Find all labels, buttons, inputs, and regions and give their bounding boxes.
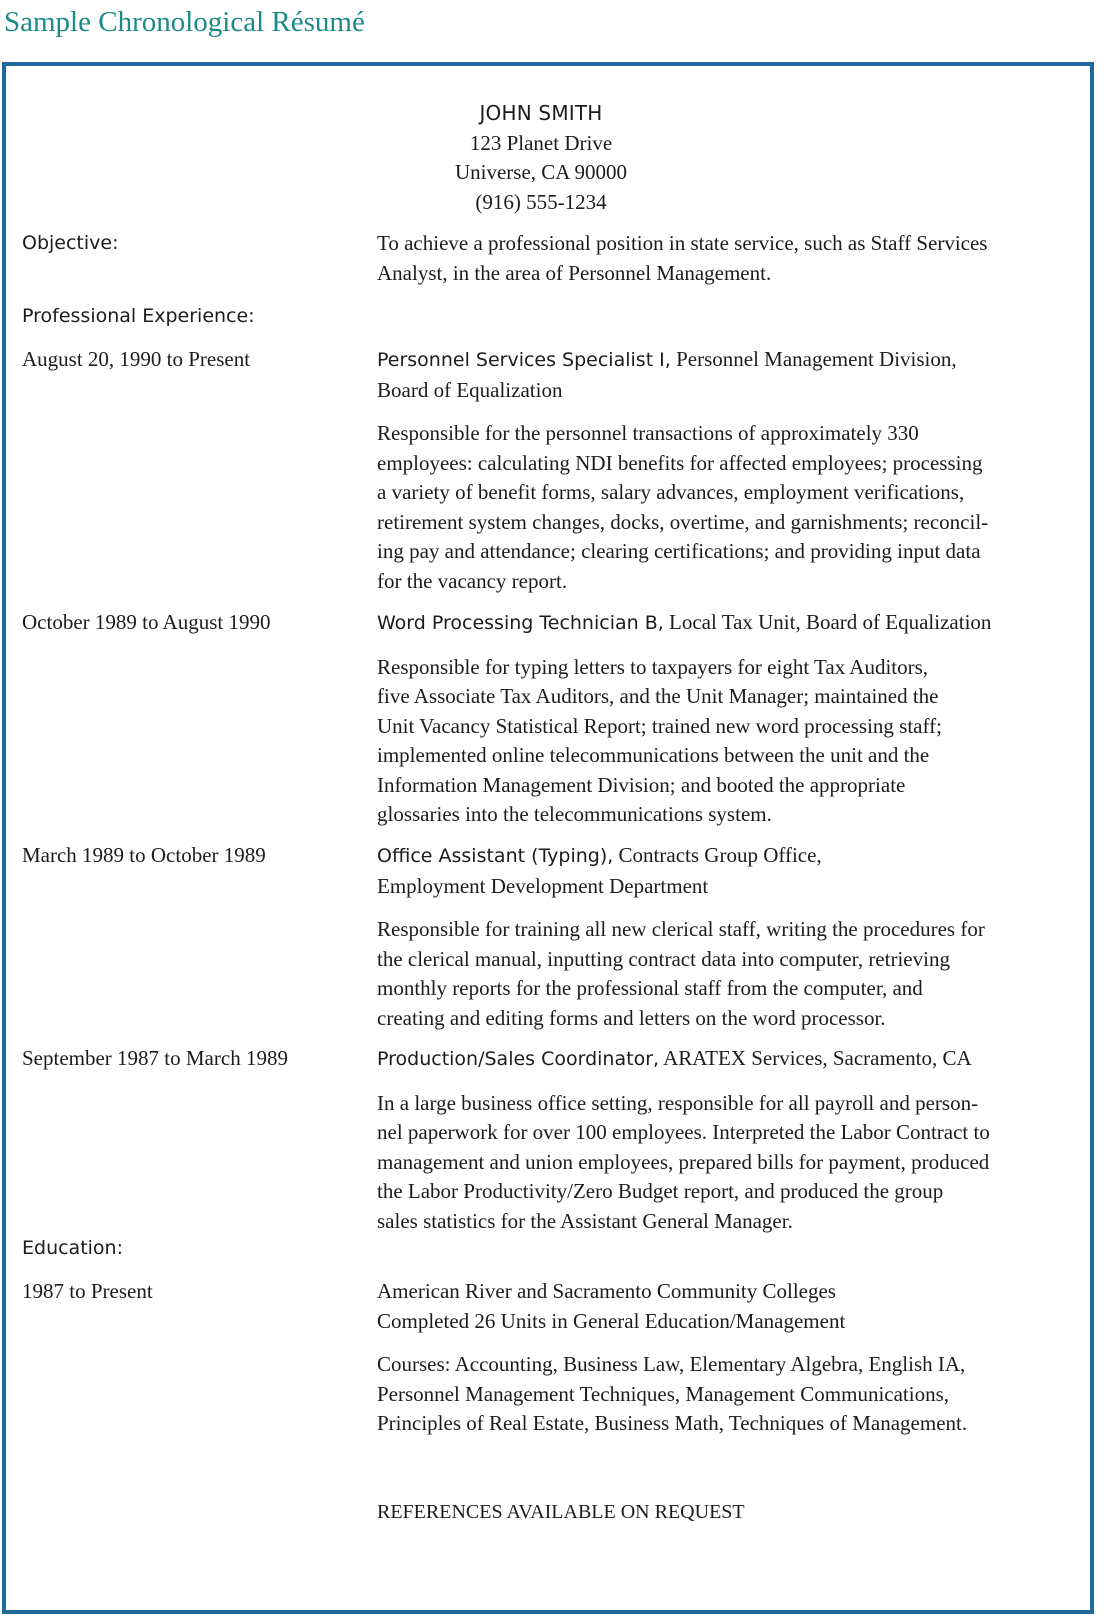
education-label: Education: (22, 1237, 123, 1259)
units-completed: Completed 26 Units in General Education/Management (377, 1308, 846, 1333)
job-organization: ARATEX Services, Sacramento, CA (659, 1046, 972, 1070)
job-description-line: the clerical manual, inputting contract data into computer, retrieving (377, 946, 950, 971)
job-description-line: Responsible for typing letters to taxpayers for eight Tax Auditors, (377, 654, 929, 679)
job-dates: September 1987 to March 1989 (22, 1046, 288, 1070)
job-description-line: implemented online telecommunications between the unit and the (377, 743, 930, 767)
job-dates: March 1989 to October 1989 (22, 843, 266, 867)
job-description-line: Responsible for training all new clerical staff, writing the procedures for (377, 917, 985, 941)
resume-sheet (6, 66, 1090, 1610)
courses-line: Principles of Real Estate, Business Math, Techniques of Management. (377, 1411, 968, 1435)
job-organization: Personnel Management Division, (670, 347, 957, 371)
job-title: Office Assistant (Typing), (377, 845, 614, 867)
job-description-line: glossaries into the telecommunications system. (377, 802, 772, 826)
job-dates: August 20, 1990 to Present (22, 347, 251, 371)
education-dates: 1987 to Present (22, 1279, 153, 1303)
references-note: REFERENCES AVAILABLE ON REQUEST (377, 1501, 745, 1523)
job-heading (377, 345, 1047, 376)
address-line-1: 123 Planet Drive (469, 130, 613, 155)
job-description-line: management and union employees, prepared bills for payment, produced (377, 1149, 990, 1174)
job-description-line: the Labor Productivity/Zero Budget report, and produced the group (377, 1179, 944, 1203)
job-description-line: creating and editing forms and letters on the word processor. (377, 1005, 886, 1030)
job-description-line: a variety of benefit forms, salary advances, employment verifications, (377, 480, 965, 504)
job-entry (377, 345, 1047, 596)
job-title: Word Processing Technician B, (377, 612, 664, 634)
job-description-line: Responsible for the personnel transactions of approximately 330 (377, 421, 919, 445)
job-description-line: In a large business office setting, responsible for all payroll and person- (377, 1090, 979, 1115)
job-description-line: ing pay and attendance; clearing certifications; and providing input data (377, 539, 981, 563)
job-organization: Local Tax Unit, Board of Equalization (663, 610, 992, 634)
job-heading (377, 608, 1047, 639)
courses-line: Courses: Accounting, Business Law, Elementary Algebra, English IA, (377, 1352, 966, 1376)
job-organization-line: Board of Equalization (377, 377, 563, 402)
objective-text (377, 229, 1047, 288)
job-title: Production/Sales Coordinator, (377, 1048, 660, 1070)
job-description-line: for the vacancy report. (377, 568, 568, 593)
job-description-line: five Associate Tax Auditors, and the Unit Manager; maintained the (377, 684, 939, 708)
address-line-2: Universe, CA 90000 (454, 160, 628, 184)
job-description-line: monthly reports for the professional staff from the computer, and (377, 976, 923, 1000)
job-description-line: sales statistics for the Assistant General Manager. (377, 1208, 793, 1233)
job-entry (377, 608, 1047, 830)
courses-line: Personnel Management Techniques, Management Communications, (377, 1381, 950, 1406)
job-organization-line: Employment Development Department (377, 873, 709, 898)
education-entry (377, 1277, 1047, 1439)
job-entry (377, 1044, 1047, 1236)
job-organization: Contracts Group Office, (613, 843, 822, 867)
resume-frame (2, 62, 1094, 1614)
applicant-name: JOHN SMITH (479, 101, 603, 125)
job-description-line: Unit Vacancy Statistical Report; trained new word processing staff; (377, 713, 942, 738)
job-entry (377, 841, 1047, 1033)
job-description-line: Information Management Division; and booted the appropriate (377, 772, 906, 797)
job-heading (377, 1044, 1047, 1075)
school-name: American River and Sacramento Community Colleges (377, 1279, 836, 1303)
objective-label: Objective: (22, 232, 119, 254)
job-description-line: nel paperwork for over 100 employees. Interpreted the Labor Contract to (377, 1120, 990, 1144)
job-dates: October 1989 to August 1990 (22, 610, 271, 634)
job-heading (377, 841, 1047, 872)
experience-label: Professional Experience: (22, 305, 255, 327)
phone-number: (916) 555-1234 (475, 189, 607, 214)
contact-header (6, 99, 1076, 217)
job-description-line: retirement system changes, docks, overtime, and garnishments; reconcil- (377, 509, 989, 534)
page-title: Sample Chronological Résumé (4, 6, 365, 38)
job-title: Personnel Services Specialist I, (377, 349, 671, 371)
objective-line: Analyst, in the area of Personnel Management. (377, 260, 772, 285)
job-description-line: employees: calculating NDI benefits for affected employees; processing (377, 450, 983, 475)
objective-line: To achieve a professional position in state service, such as Staff Services (377, 231, 988, 255)
